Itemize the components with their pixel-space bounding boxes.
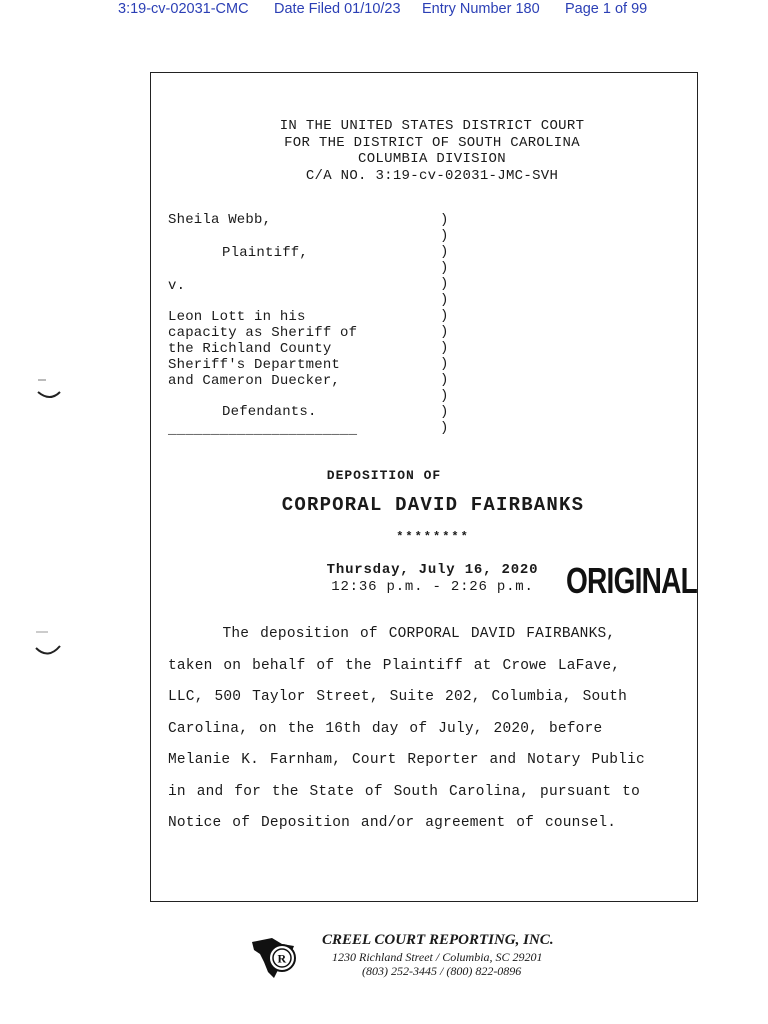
- caption-rule: ______________________: [168, 422, 358, 438]
- paren: ): [440, 292, 449, 308]
- paren: ): [440, 260, 449, 276]
- paren: ): [440, 372, 449, 388]
- punch-hole-marks: [30, 370, 70, 670]
- body-line: Carolina, on the 16th day of July, 2020, before: [168, 720, 603, 737]
- paren: ): [440, 228, 449, 244]
- body-line: Melanie K. Farnham, Court Reporter and Notary Public: [168, 752, 645, 768]
- deponent-name: CORPORAL DAVID FAIRBANKS: [281, 494, 585, 516]
- company-name: CREEL COURT REPORTING, INC.: [322, 932, 554, 948]
- plaintiff-label: Plaintiff,: [222, 245, 309, 261]
- deposition-date: Thursday, July 16, 2020: [326, 562, 539, 578]
- defendant-line: capacity as Sheriff of: [168, 325, 358, 341]
- svg-text:R: R: [277, 951, 287, 966]
- court-heading: [0, 118, 768, 184]
- paren: ): [440, 388, 449, 404]
- paren: ): [440, 356, 449, 372]
- body-line: taken on behalf of the Plaintiff at Crowe LaFave,: [168, 657, 621, 674]
- star-separator: ********: [396, 530, 470, 544]
- court-line-3: COLUMBIA DIVISION: [358, 151, 506, 167]
- paren: ): [440, 212, 449, 228]
- body-line: in and for the State of South Carolina, pursuant to: [168, 783, 640, 800]
- paren: ): [440, 308, 449, 324]
- deposition-time: 12:36 p.m. - 2:26 p.m.: [331, 579, 534, 595]
- date-filed: Date Filed 01/10/23: [274, 1, 401, 17]
- case-number: 3:19-cv-02031-CMC: [118, 1, 249, 17]
- defendant-line: Leon Lott in his: [168, 309, 306, 325]
- company-phone: (803) 252-3445 / (800) 822-0896: [362, 964, 522, 978]
- company-address: 1230 Richland Street / Columbia, SC 29201: [332, 950, 543, 964]
- defendant-line: Sheriff's Department: [168, 357, 341, 373]
- deposition-heading: DEPOSITION OF: [326, 468, 442, 483]
- south-carolina-logo-icon: [250, 932, 302, 984]
- body-line: The deposition of CORPORAL DAVID FAIRBANKS,: [168, 626, 616, 642]
- defendant-line: the Richland County: [168, 341, 332, 357]
- defendant-line: and Cameron Duecker,: [168, 373, 341, 389]
- plaintiff-name: Sheila Webb,: [168, 212, 272, 228]
- defendants-label: Defendants.: [222, 404, 317, 420]
- ecf-header: [0, 0, 768, 22]
- paren: ): [440, 420, 449, 436]
- case-number-line: C/A NO. 3:19-cv-02031-JMC-SVH: [305, 167, 559, 184]
- paren: ): [440, 404, 449, 420]
- page-indicator: Page 1 of 99: [565, 1, 648, 17]
- paren: ): [440, 244, 449, 260]
- paren: ): [440, 276, 449, 292]
- body-line: Notice of Deposition and/or agreement of counsel.: [168, 815, 617, 831]
- paren: ): [440, 324, 449, 340]
- entry-number: Entry Number 180: [422, 1, 540, 17]
- versus: v.: [168, 278, 186, 294]
- court-reporter-footer: [250, 932, 600, 992]
- court-line-1: IN THE UNITED STATES DISTRICT COURT: [279, 118, 585, 134]
- body-line: LLC, 500 Taylor Street, Suite 202, Columbia, South: [168, 689, 628, 705]
- original-stamp: ORIGINAL: [566, 560, 698, 601]
- court-line-2: FOR THE DISTRICT OF SOUTH CAROLINA: [284, 134, 580, 151]
- paren: ): [440, 340, 449, 356]
- page-frame: [150, 72, 698, 902]
